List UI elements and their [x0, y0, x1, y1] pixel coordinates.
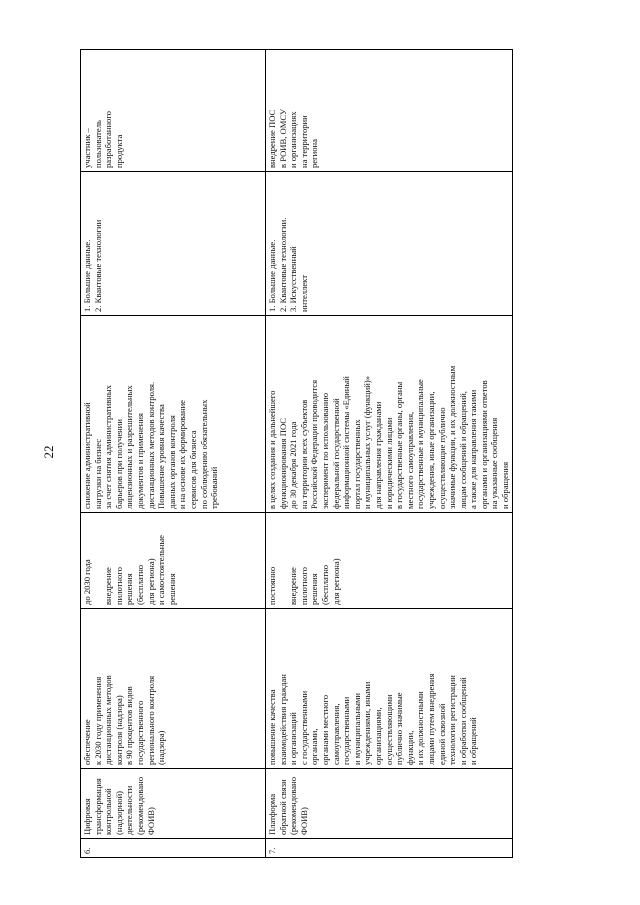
project-name: Платформа обратной связи (рекомендовано ФОИВ): [266, 769, 513, 839]
project-goal: повышение качества взаимодействия граждан и организаций с государственными органами, органами местного самоуправления, государственными и муниципальными учреждениями, иными организациями, осуществляющими публично значимые функции, и их должностными лицами путем внедрения единой сквозной технологии регистрации и обработки сообщений и обращений: [266, 609, 513, 769]
project-technologies: 1. Большие данные. 2. Квантовые технологии. 3. Искусственный интеллект: [266, 172, 513, 316]
projects-table: [80, 49, 513, 858]
project-goal: обеспечение к 2030 году применения дистанционных методов контроля (надзора) в 90 процентов видов государственного регионального контроля (надзора): [81, 609, 266, 769]
region-role: участник – пользователь разработанного продукта: [81, 50, 266, 172]
rotated-table-block: [80, 50, 560, 858]
page-number: 22: [41, 445, 56, 459]
project-term: до 2030 года внедрение пилотного решения (бесплатно для региона) и самостоятельные решения: [81, 513, 266, 609]
project-name: Цифровая трансформация контрольной (надзорной) деятельности (рекомендовано ФОИВ): [81, 769, 266, 839]
region-role: внедрение ПОС в РОИВ, ОМСУ и организациях на территории региона: [266, 50, 513, 172]
project-effect: снижение административной нагрузки на бизнес за счет снятия административных барьеров при получении лицензионных и разрешительных документов и применения дистанционных методов контроля. Повышение уровня качества данных органов контроля и на основе их формирование сервисов для бизнеса по соблюдению обязательных требований: [81, 316, 266, 513]
row-number: 7.: [266, 839, 513, 858]
project-effect: в целях создания и дальнейшего функционирования ПОС до 30 декабря 2021 года на территории всех субъектов Российской Федерации проводится эксперимент по использованию федеральной государственной информационной системы «Единый портал государственных и муниципальных услуг (функций)» для направления гражданами и юридическими лицами в государственные органы, органы местного самоуправления, государственные и муниципальные учреждения, иные организации, осуществляющие публично значимые функции, и их должностным лицам сообщений и обращений, а также для направления такими органами и организациями ответов на указанные сообщения и обращения: [266, 316, 513, 513]
row-number: 6.: [81, 839, 266, 858]
project-technologies: 1. Большие данные. 2. Квантовые технологии: [81, 172, 266, 316]
table-row: [81, 50, 266, 858]
project-term: постоянно внедрение пилотного решения (бесплатно для региона): [266, 513, 513, 609]
table-row: [266, 50, 513, 858]
